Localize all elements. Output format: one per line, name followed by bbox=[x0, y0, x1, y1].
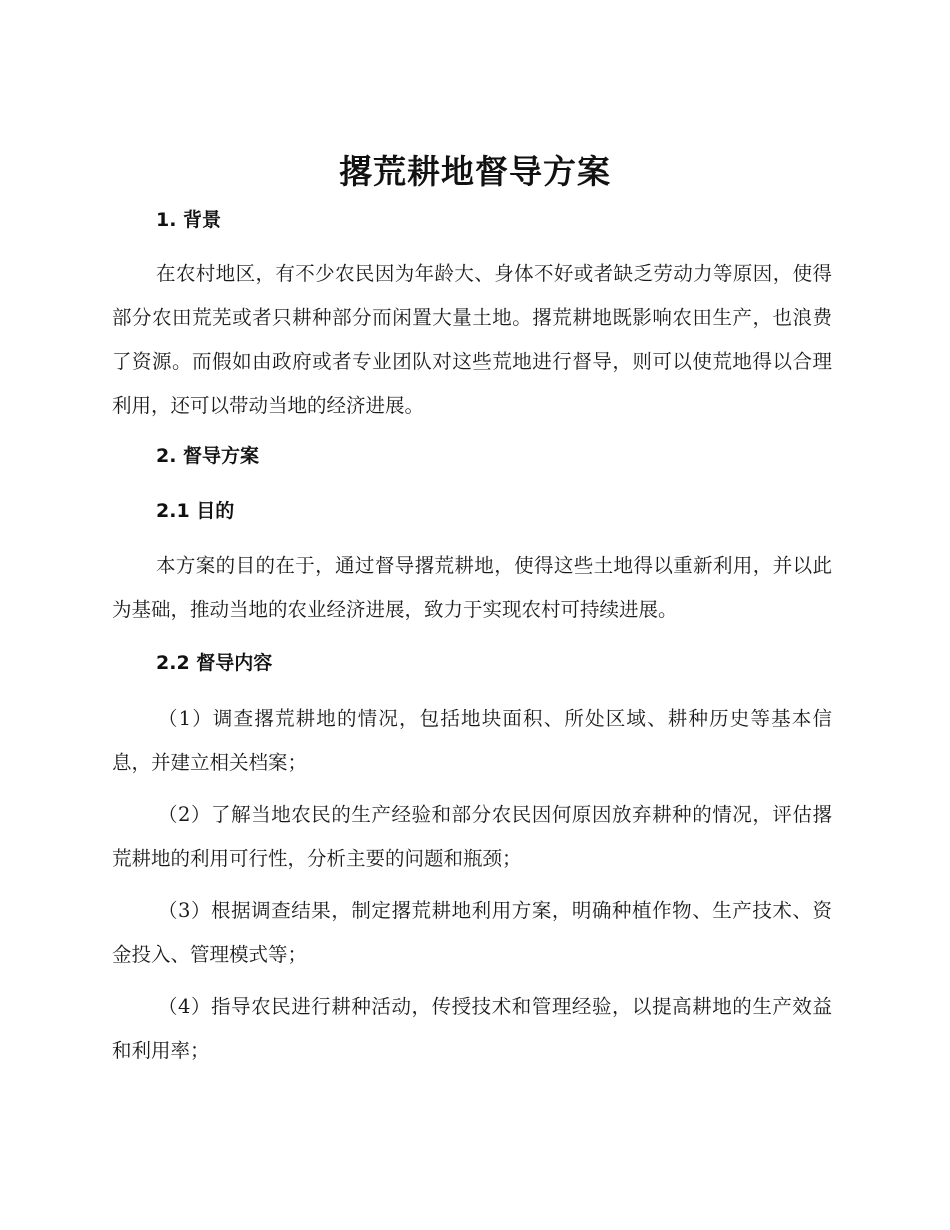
section-heading-plan: 2. 督导方案 bbox=[156, 445, 260, 467]
section-heading-purpose: 2.1 目的 bbox=[156, 500, 235, 522]
content-item-2: （2）了解当地农民的生产经验和部分农民因何原因放弃耕种的情况，评估撂荒耕地的利用可行性，分析主要的问题和瓶颈； bbox=[112, 803, 832, 870]
purpose-paragraph: 本方案的目的在于，通过督导撂荒耕地，使得这些土地得以重新利用，并以此为基础，推动当地的农业经济进展，致力于实现农村可持续进展。 bbox=[112, 554, 832, 621]
background-paragraph: 在农村地区，有不少农民因为年龄大、身体不好或者缺乏劳动力等原因，使得部分农田荒芜或者只耕种部分而闲置大量土地。撂荒耕地既影响农田生产，也浪费了资源。而假如由政府或者专业团队对这些荒地进行督导，则可以使荒地得以合理利用，还可以带动当地的经济进展。 bbox=[112, 262, 832, 417]
content-item-1: （1）调查撂荒耕地的情况，包括地块面积、所处区域、耕种历史等基本信息，并建立相关档案； bbox=[112, 707, 832, 774]
content-item-3: （3）根据调查结果，制定撂荒耕地利用方案，明确种植作物、生产技术、资金投入、管理模式等； bbox=[112, 899, 832, 966]
section-heading-background: 1. 背景 bbox=[156, 209, 222, 231]
document-title: 撂荒耕地督导方案 bbox=[339, 152, 611, 191]
content-item-4: （4）指导农民进行耕种活动，传授技术和管理经验，以提高耕地的生产效益和利用率； bbox=[112, 995, 832, 1062]
section-heading-content: 2.2 督导内容 bbox=[156, 652, 273, 674]
